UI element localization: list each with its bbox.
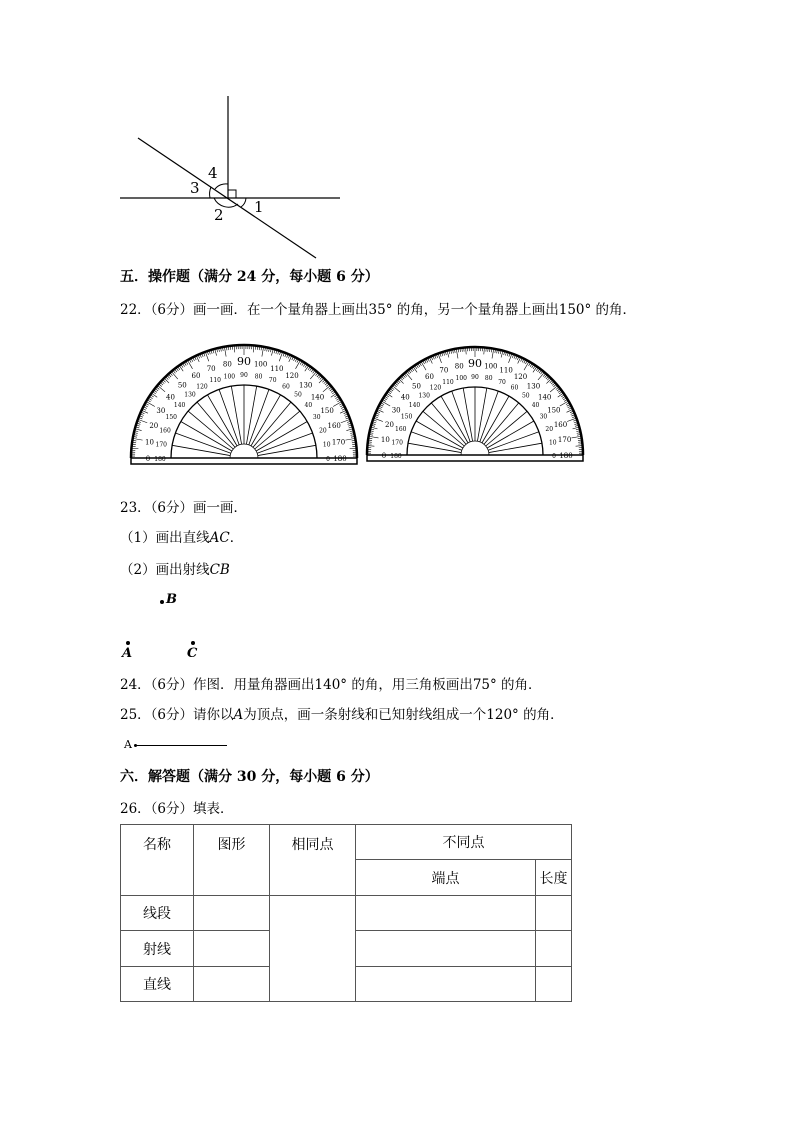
protractor-inner-number: 170: [391, 439, 403, 447]
row-segment-shape[interactable]: [194, 896, 270, 931]
protractor-outer-number: 20: [149, 422, 159, 431]
protractor-outer-number: 0: [145, 455, 151, 463]
protractor-inner-number: 130: [184, 391, 196, 399]
header-length: [536, 860, 572, 896]
right-angle-mark: [228, 190, 236, 198]
header-same: [270, 825, 356, 896]
row-ray-length[interactable]: [536, 931, 572, 967]
protractor-inner-number: 10: [548, 439, 557, 447]
protractor-inner-number: 140: [173, 402, 186, 410]
protractor-inner-number: 180: [390, 453, 402, 460]
angle-label-1: 1: [254, 198, 264, 216]
protractor-inner-number: 90: [240, 372, 248, 379]
protractor-inner-number: 20: [545, 425, 554, 433]
protractor-outer-number: 100: [484, 362, 498, 371]
protractor-outer-number: 40: [400, 393, 410, 402]
angle-label-2: 2: [214, 206, 224, 224]
row-ray-endpoint[interactable]: [356, 931, 536, 967]
protractor-inner-number: 0: [326, 456, 330, 463]
protractor-outer-number: 30: [391, 406, 401, 415]
comparison-table: [120, 824, 572, 1002]
row-ray-shape[interactable]: [194, 931, 270, 967]
row-line-name: [121, 967, 194, 1002]
protractor-inner-number: 30: [312, 414, 321, 421]
header-name-text: 名称: [143, 837, 171, 853]
protractor-outer-number: 130: [526, 382, 541, 391]
question-23-part-2: [120, 561, 230, 579]
protractor-inner-number: 160: [159, 427, 171, 435]
header-length-text: 长度: [539, 870, 568, 887]
protractor-outer-number: 0: [381, 452, 387, 460]
protractor-outer-number: 120: [285, 371, 299, 380]
section-5-title: 五．操作题（满分 24 分，每小题 6 分）: [120, 269, 379, 285]
protractor-outer-number: 150: [547, 406, 561, 415]
protractor-inner-number: 90: [471, 374, 479, 381]
header-same-text: 相同点: [291, 837, 334, 853]
protractor-outer-number: 70: [206, 364, 216, 373]
question-22: 22．（6分）画一画．在一个量角器上画出35° 的角，另一个量角器上画出150° 的角．: [120, 302, 637, 318]
protractor-outer-number: 140: [538, 393, 552, 402]
ray-line: [136, 745, 227, 746]
part-2-text: （2）画出射线: [120, 562, 210, 578]
question-25: [120, 706, 564, 724]
question-26: 26．（6分）填表．: [120, 801, 234, 817]
protractor-outer-number: 10: [380, 436, 390, 445]
angle-arc-3: [210, 187, 211, 198]
header-endpoint-text: 端点: [431, 870, 460, 887]
protractor-inner-number: 110: [442, 378, 454, 386]
protractor-right: [364, 337, 586, 467]
protractor-outer-number: 40: [165, 393, 175, 402]
protractor-inner-number: 80: [484, 375, 493, 383]
point-c-dot: [191, 641, 195, 645]
row-ray-name: [121, 931, 194, 967]
ray-label-a: A: [124, 738, 132, 751]
protractor-outer-number: 50: [177, 381, 187, 390]
protractor-inner-number: 40: [304, 402, 313, 410]
protractor-inner-number: 10: [322, 441, 331, 449]
protractor-outer-number: 10: [144, 438, 154, 447]
protractor-inner-number: 80: [254, 373, 263, 381]
angle-figure: [110, 90, 350, 265]
angle-arc-1: [241, 198, 246, 207]
protractor-outer-number: 110: [499, 366, 513, 375]
row-line-shape[interactable]: [194, 967, 270, 1002]
protractor-outer-number: 150: [320, 407, 334, 415]
protractor-inner-number: 110: [209, 377, 221, 385]
q25-var: A: [233, 707, 244, 723]
protractor-inner-number: 0: [552, 453, 556, 460]
protractor-outer-number: 80: [222, 360, 232, 369]
protractor-outer-number: 100: [253, 360, 268, 369]
row-line-length[interactable]: [536, 967, 572, 1002]
part-1-end: ．: [229, 530, 244, 546]
protractor-outer-number: 140: [310, 393, 325, 402]
row-line-endpoint[interactable]: [356, 967, 536, 1002]
protractor-outer-number: 20: [385, 420, 394, 429]
protractor-inner-number: 100: [223, 373, 236, 381]
protractor-outer-number: 160: [553, 420, 568, 429]
protractor-inner-number: 120: [429, 384, 442, 392]
question-23: 23．（6分）画一画．: [120, 500, 248, 516]
line-ac-var: AC: [209, 530, 230, 546]
header-diff-text: 不同点: [442, 835, 485, 851]
point-b-dot: [160, 600, 164, 604]
part-1-text: （1）画出直线: [120, 530, 210, 546]
protractor-inner-number: 140: [408, 402, 421, 410]
protractor-inner-number: 50: [521, 392, 530, 400]
point-b-label: B: [166, 592, 177, 607]
protractor-inner-number: 20: [319, 427, 327, 435]
ray-cb-var: CB: [209, 562, 230, 578]
protractor-inner-number: 30: [539, 413, 548, 421]
same-points-cell[interactable]: [270, 896, 356, 1002]
question-24: 24．（6分）作图．用量角器画出140° 的角，用三角板画出75° 的角．: [120, 677, 542, 693]
q25-prefix: 25．（6分）请你以: [120, 707, 234, 723]
protractor-outer-number: 170: [331, 438, 346, 447]
header-shape-text: 图形: [217, 837, 246, 853]
protractor-outer-number: 160: [327, 422, 341, 431]
question-23-part-1: [120, 529, 243, 547]
protractor-outer-number: 30: [156, 407, 166, 415]
protractor-inner-number: 180: [154, 456, 166, 463]
protractor-inner-number: 150: [400, 413, 413, 421]
protractor-outer-number: 170: [557, 436, 572, 445]
protractor-outer-number: 130: [299, 381, 313, 390]
protractor-inner-number: 50: [294, 391, 302, 399]
point-a-label: A: [122, 646, 133, 661]
point-a-dot: [126, 641, 130, 645]
row-segment-endpoint[interactable]: [356, 896, 536, 931]
header-shape: [194, 825, 270, 896]
protractor-outer-number: 120: [513, 373, 528, 382]
protractor-inner-number: 170: [155, 441, 168, 449]
protractor-outer-number: 90: [237, 355, 251, 368]
row-ray-text: 射线: [143, 941, 171, 958]
protractor-outer-number: 70: [439, 366, 449, 375]
row-segment-length[interactable]: [536, 896, 572, 931]
header-diff: [356, 825, 572, 860]
protractor-outer-number: 80: [454, 362, 464, 371]
protractor-inner-number: 40: [531, 402, 540, 410]
protractor-left: [128, 340, 360, 470]
protractor-inner-number: 70: [268, 377, 277, 385]
protractor-outer-number: 60: [425, 373, 434, 382]
protractor-outer-number: 50: [412, 382, 421, 391]
row-segment-name: [121, 896, 194, 931]
given-ray: [124, 738, 234, 754]
protractor-outer-number: 90: [468, 357, 482, 370]
protractor-inner-number: 60: [282, 383, 290, 391]
protractor-outer-number: 110: [270, 364, 284, 373]
q25-suffix: 为顶点，画一条射线和已知射线组成一个120° 的角．: [243, 707, 564, 723]
protractor-outer-number: 180: [559, 452, 573, 460]
protractor-inner-number: 120: [196, 383, 208, 391]
angle-label-4: 4: [208, 164, 218, 182]
protractor-inner-number: 70: [498, 378, 506, 386]
header-endpoint: [356, 860, 536, 896]
protractor-outer-number: 180: [333, 455, 347, 463]
protractor-outer-number: 60: [191, 371, 201, 380]
protractor-inner-number: 100: [455, 375, 468, 383]
angle-label-3: 3: [190, 179, 200, 197]
protractor-inner-number: 60: [510, 384, 519, 392]
row-line-text: 直线: [143, 977, 171, 993]
section-6-title: 六．解答题（满分 30 分，每小题 6 分）: [120, 769, 379, 785]
point-c-label: C: [187, 646, 198, 661]
angle-arc-4: [215, 184, 228, 189]
protractor-inner-number: 130: [418, 392, 430, 400]
protractor-inner-number: 160: [395, 425, 407, 433]
header-name: [121, 825, 194, 896]
row-segment-text: 线段: [143, 906, 171, 922]
protractor-inner-number: 150: [165, 414, 177, 421]
